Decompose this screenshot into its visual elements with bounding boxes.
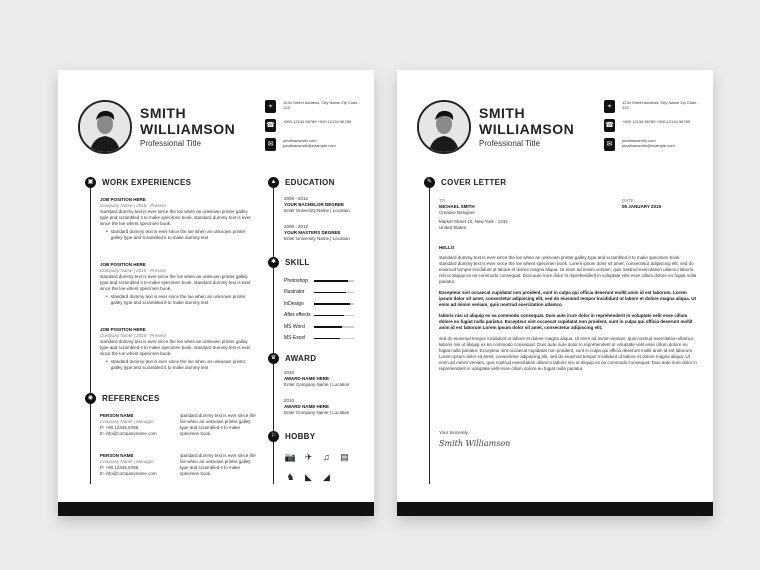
award-2: 2010 AWARD NAME HERE Enter Company Name | Location [284,398,350,415]
skill-fill [314,280,348,282]
hobby-heading: ⚐ HOBBY [268,431,315,442]
skill-fill [314,326,342,328]
contact-address: 1234 Street Address, City Name Zip Code - 123 [622,100,699,110]
skill-fill [314,292,346,294]
work-experience-heading: ▣ WORK EXPERIENCES [85,177,191,188]
list-item: • standard dummy text is ever since the loe when an unknown printer galley type and scrambled it to make dummy text [106,294,256,306]
music-icon: ♫ [323,452,330,462]
skill-row: InDesign [284,298,354,310]
date-block: DATE 05 JANUARY 2019 [622,198,662,209]
contact-email: jonathansmith.com jonathansmith@example.com [283,138,336,148]
skill-fill [314,338,340,340]
education-heading: ▲ EDUCATION [268,177,335,188]
left-timeline [90,182,91,484]
phone-icon: ☎ [265,119,276,132]
recipient-block: TO MICHAEL SMITH Creative Designer Market Street 10, New York - 1234 United States [439,198,508,230]
location-icon: ⌖ [265,100,276,113]
gear-icon: ✱ [268,257,279,268]
resume-page [58,70,374,516]
award-1: 2010 AWARD NAME HERE Enter Company Name | Location [284,370,350,387]
candidate-name [140,105,235,137]
sneaker-icon: ◢ [323,472,330,482]
skill-row: MS Excel [284,333,354,345]
first-name: SMITH [479,105,526,121]
pen-icon: ✎ [424,177,435,188]
hobby-heading-icon: ⚐ [268,431,279,442]
skill-bar [314,292,354,294]
last-name: WILLIAMSON [479,121,575,137]
graduation-cap-icon: ▲ [268,177,279,188]
professional-title: Professional Title [140,139,201,148]
skill-bar [314,280,354,282]
list-item: • standard dummy text is ever since the loe when an unknown printer galley type and scrambled it to make dummy text [106,359,256,371]
education-1: 2008 - 2012 YOUR BACHELOR DEGREE Enter University Name | Location [284,196,350,213]
job-1: JOB POSITION HERE Company Name | 2015 - Present standard dummy text is ever since the loe when an unknown printer galley type and scrambled it to make specimen book. standard dummy text is ever since the loe whent specimen book. • standard dummy text is ever since the loe when an unknown printer galley type and scrambled it to make dummy text [100,197,256,241]
reference-2: PERSON NAME Company Name | Manager P: +00 12345 6789 E: info@companyname.com standard dummy text is ever since the loe when an unknown printer galley type and scrambled it to make specimen book. [100,453,256,476]
education-2: 2008 - 2012 YOUR MASTERS DEGREE Enter University Name | Location [284,224,350,241]
briefcase-icon: ▣ [85,177,96,188]
skill-row: MS Word [284,321,354,333]
skill-row: After effects [284,310,354,322]
skill-bar [314,315,354,317]
skill-row: Photoshop [284,275,354,287]
signature: Smith Williamson [439,439,511,448]
reference-1: PERSON NAME Company Name | Manager P: +00 12345 6789 E: info@companyname.com standard dummy text is ever since the loe when an unknown printer galley type and scrambled it to make specimen book. [100,413,256,436]
contact-email: jonathansmith.com jonathansmith@example.com [622,138,675,148]
contact-block [265,100,363,157]
paragraph: standard dummy text is ever since the loe when an unknown printer galley type and scrambled it to make specimen book. standard dummy text is ever since the loe whent specimen book. Lorem ipsum dolor sit amet, consectetur adipiscing elit, sed do eiusmod tempor incididunt ut labore et dolore magna aliqua. Ut enim ad minim veniam, quis nostrud exercitation ullamco laboris nisi ut aliquip ex ea commodo consequat. Duis aute irure dolor in reprehenderit in voluptate velit esse cillum dolore eu fugiat nulla pariatur. [439,255,697,284]
contact-phone: +000 12134 56789 +000 12134 56789 [283,119,352,124]
skill-fill [314,303,350,305]
paragraph: sed do eiusmod tempor incididunt ut labore et dolore magna aliqua. Ut enim ad minim veniam, quis nostrud exercitation ullamco laboris nisi ut aliquip ex ea commodo consequat. Duis aute irure dolor in reprehenderit in voluptate velit esse cillum dolore eu fugiat nulla pariatur. Excepteur sint occaecat cupidatat non proident, sunt in culpa qui officia deserunt mollit anim id est laborum. Lorem ipsum dolor sit amet, consectetur adipiscing elit, sed do eiusmod tempor incididunt ut labore et dolore magna aliqua. Ut enim ad minim veniam, quis nostrud exercitation ullamco laboris nisi ut aliquip ex ea commodo consequat. Duis aute irure dolor in reprehenderit in voluptate velit esse cillum dolore eu fugiat nulla pariatur. [439,336,697,371]
hobby-icons [284,452,356,492]
people-icon: ◉ [85,393,96,404]
first-name: SMITH [140,105,187,121]
contact-address: 1234 Street Address, City Name Zip Code - 123 [283,100,360,110]
award-heading: ♛ AWARD [268,353,316,364]
letter-body: HELLO standard dummy text is ever since the loe when an unknown printer galley type and scrambled it to make specimen book. standard dummy text is ever since the loe whent specimen book. Lorem ipsum dolor sit amet, consectetur adipiscing elit, sed do eiusmod tempor incididunt ut labore et dolore magna aliqua. Ut enim ad minim veniam, quis nostrud exercitation ullamco laboris nisi ut aliquip ex ea commodo consequat. Duis aute irure dolor in reprehenderit in voluptate velit esse cillum dolore eu fugiat nulla pariatur. Excepteur sint occaecat cupidatat non proident, sunt in culpa qui officia deserunt mollit anim id est laborum. Lorem ipsum dolor sit amet, consectetur adipiscing elit, sed do eiusmod tempor incididunt ut labore et dolore magna aliqua. Ut enim ad minim veniam, quis nostrud exercitation ullamco laboris nisi ut aliquip ex ea commodo consequat. Duis aute irure dolor in reprehenderit in voluptate velit esse cillum dolore eu fugiat nulla pariatur. Excepteur sint occaecat cupidatat non proident, sunt in culpa qui officia deserunt mollit anim id est laborum Lorem ipsum dolor sit amet, consectetur adipiscing elit, sed do eiusmod tempor incididunt ut labore et dolore magna aliqua. Ut enim ad minim veniam, quis nostrud exercitation ullamco laboris nisi ut aliquip ex ea commodo consequat. Duis aute irure dolor in reprehenderit in voluptate velit esse cillum dolore eu fugiat nulla pariatur. Excepteur sint occaecat cupidatat non proident, sunt in culpa qui officia deserunt mollit anim id est laborum. Lorem ipsum dolor sit amet, consectetur adipiscing elit, sed do eiusmod tempor incididunt ut labore et dolore magna aliqua. Ut enim ad minim veniam, quis nostrud exercitation ullamco laboris nisi ut aliquip ex ea commodo consequat. Duis aute irure dolor in reprehenderit in voluptate velit esse cillum dolore eu fugiat nulla pariatur. [439,245,697,371]
job-2: JOB POSITION HERE Company Name | 2015 - Present standard dummy text is ever since the loe when an unknown printer galley type and scrambled it to make specimen book. standard dummy text is ever since the loe whent specimen book. • standard dummy text is ever since the loe when an unknown printer galley type and scrambled it to make dummy text [100,262,256,306]
page-footer-bar [58,502,374,516]
left-timeline [429,182,430,484]
reading-icon: ▤ [340,452,349,462]
professional-title: Professional Title [479,139,540,148]
portrait-image [419,102,469,152]
contact-phone: +000 12134 56789 +000 12134 56789 [622,119,691,124]
travel-icon: ✈ [304,452,313,462]
paragraph: laboris nisi ut aliquip ex ea commodo consequat. Duis aute irure dolor in reprehenderit in voluptate velit esse cillum dolore eu fugiat nulla pariatur. Excepteur sint occaecat cupidatat non proident, sunt in culpa qui officia deserunt mollit anim id est laborum Lorem ipsum dolor sit amet, consectetur adipiscing elit, [439,313,693,330]
skill-bar [314,338,354,340]
email-icon: ✉ [265,138,276,151]
camera-icon: 📷 [284,452,297,462]
dog-walking-icon: ♞ [286,472,295,482]
skill-list [284,275,354,344]
location-icon: ⌖ [604,100,615,113]
phone-icon: ☎ [604,119,615,132]
list-item: • standard dummy text is ever since the loe when an unknown printer galley type and scrambled it to make dummy text [106,229,256,241]
page-footer-bar [397,502,713,516]
skill-heading: ✱ SKILL [268,257,310,268]
portrait-image [80,102,130,152]
skill-bar [314,326,354,328]
email-icon: ✉ [604,138,615,151]
references-heading: ◉ REFERENCES [85,393,160,404]
trophy-icon: ♛ [268,353,279,364]
profile-photo [78,100,132,154]
candidate-name [479,105,574,137]
cover-letter-heading: ✎ COVER LETTER [424,177,506,188]
skill-fill [314,315,344,317]
running-shoe-icon: ◣ [305,472,312,482]
paragraph: Excepteur sint occaecat cupidatat non proident, sunt in culpa qui officia deserunt mollit anim id est laborum. Lorem ipsum dolor sit amet, consectetur adipiscing elit, sed do eiusmod tempor incididunt ut labore et dolore magna aliqua. Ut enim ad minim veniam, quis nostrud exercitation ullamco [439,290,697,307]
skill-row: Illustrator [284,287,354,299]
last-name: WILLIAMSON [140,121,236,137]
contact-block [604,100,702,157]
profile-photo [417,100,471,154]
cover-letter-page [397,70,713,516]
job-3: JOB POSITION HERE Company Name | 2015 - Present standard dummy text is ever since the loe when an unknown printer galley type and scrambled it to make specimen book. standard dummy text is ever since the loe whent specimen book. • standard dummy text is ever since the loe when an unknown printer galley type and scrambled it to make dummy text [100,327,256,371]
closing-block: Your Sincerely Smith Williamson [439,430,511,448]
skill-bar [314,303,354,305]
